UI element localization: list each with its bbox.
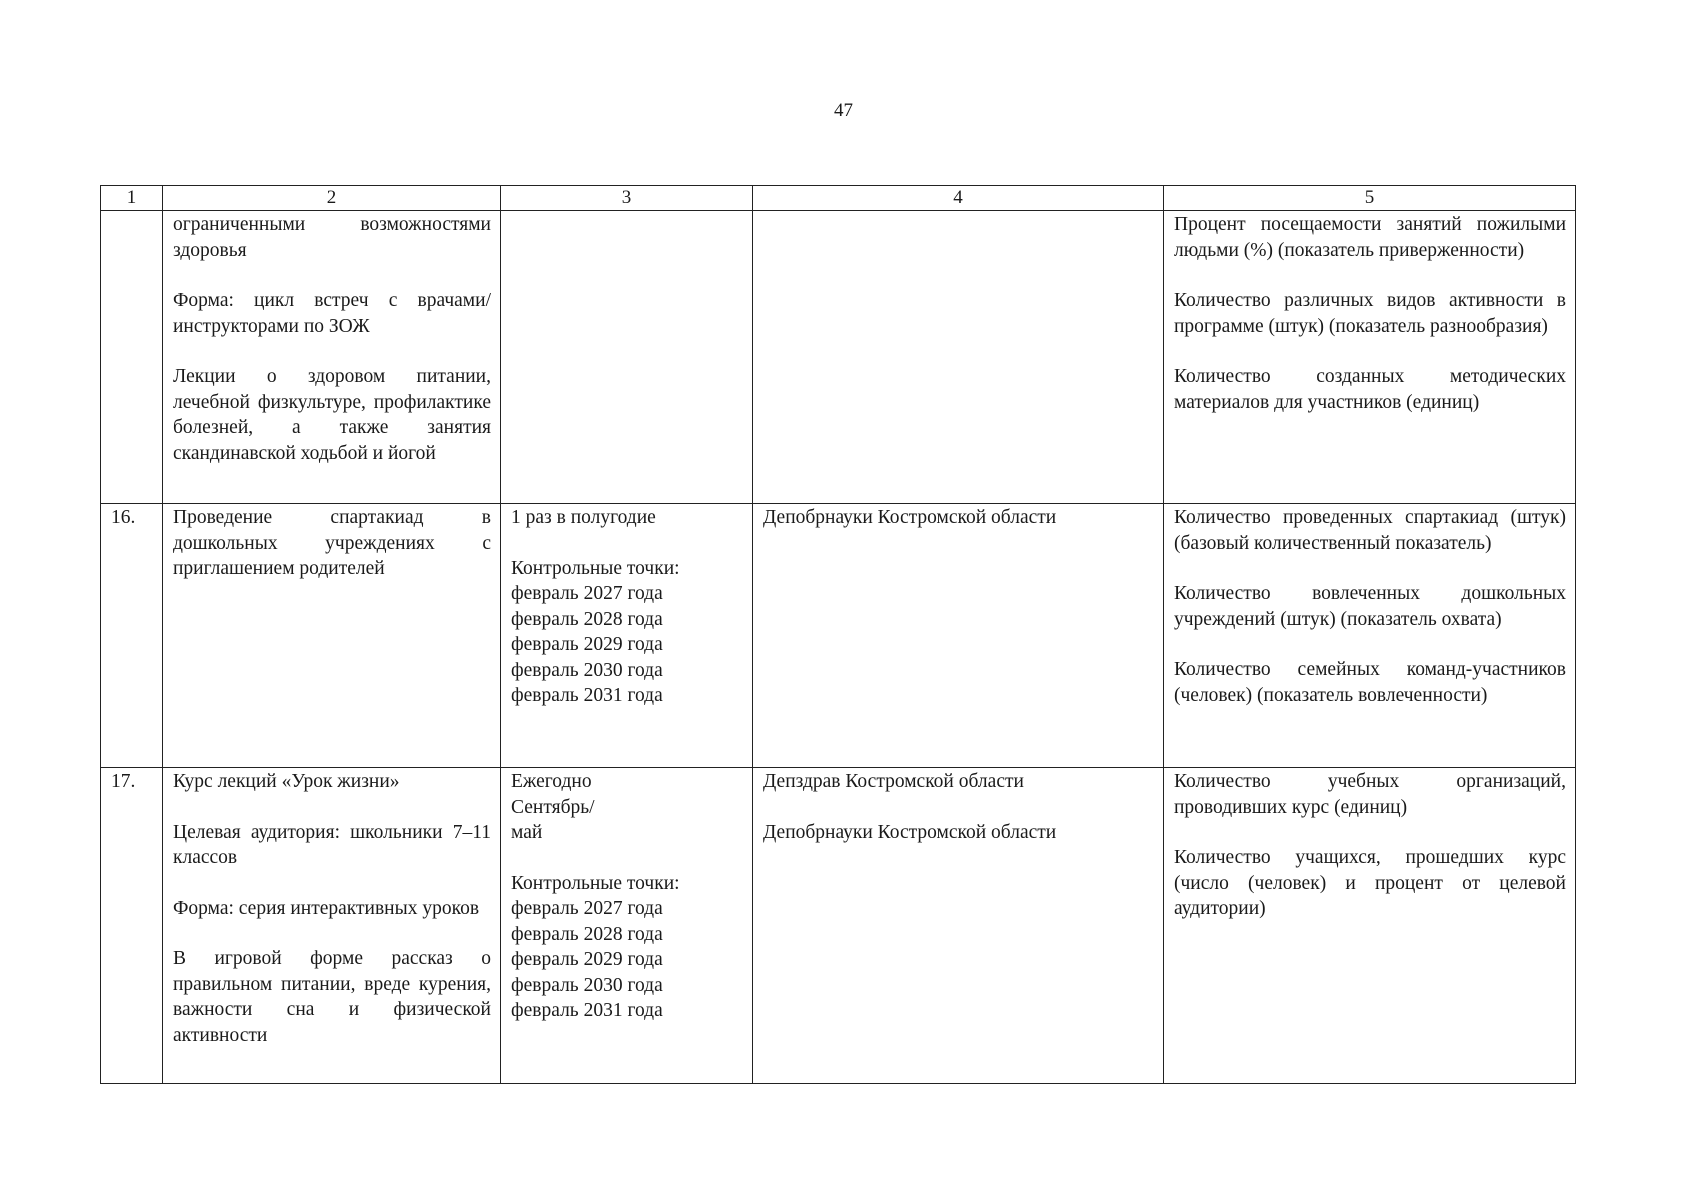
header-col-2: 2 bbox=[163, 186, 501, 211]
row-number: 17. bbox=[101, 768, 163, 1084]
schedule-months: Сентябрь/ bbox=[511, 796, 595, 818]
measures-table bbox=[100, 185, 1576, 1084]
description-text: Целевая аудитория: школьники 7–11 классов bbox=[173, 821, 491, 868]
description-text: Проведение спартакиад в дошкольных учреждениях с приглашением родителей bbox=[173, 507, 491, 579]
indicator-text: Количество проведенных спартакиад (штук) (базовый количественный показатель) bbox=[1174, 507, 1566, 554]
indicator-text: Количество учащихся, прошедших курс (число (человек) и процент от целевой аудитории) bbox=[1174, 847, 1566, 919]
control-point: февраль 2029 года bbox=[511, 949, 663, 970]
control-points-label: Контрольные точки: bbox=[511, 557, 680, 579]
header-col-4: 4 bbox=[753, 186, 1164, 211]
description-text: ограниченными возможностями здоровья bbox=[173, 214, 491, 261]
header-col-3: 3 bbox=[501, 186, 753, 211]
schedule-frequency: 1 раз в полугодие bbox=[511, 507, 656, 528]
responsible-org: Депздрав Костромской области bbox=[763, 771, 1024, 792]
responsible-cell bbox=[753, 211, 1164, 504]
header-col-5: 5 bbox=[1164, 186, 1576, 211]
table-row bbox=[101, 504, 1576, 768]
control-point: февраль 2028 года bbox=[511, 608, 663, 630]
row-number: 16. bbox=[101, 504, 163, 768]
responsible-org: Депобрнауки Костромской области bbox=[763, 821, 1057, 843]
measure-description bbox=[163, 504, 501, 768]
indicators-cell bbox=[1164, 504, 1576, 768]
row-number bbox=[101, 211, 163, 504]
control-point: февраль 2028 года bbox=[511, 923, 663, 945]
control-point: февраль 2027 года bbox=[511, 898, 663, 919]
measure-description bbox=[163, 768, 501, 1084]
control-point: февраль 2031 года bbox=[511, 1000, 663, 1021]
control-point: февраль 2030 года bbox=[511, 974, 663, 996]
table-header-row bbox=[101, 186, 1576, 211]
control-point: февраль 2027 года bbox=[511, 583, 663, 604]
schedule-cell bbox=[501, 504, 753, 768]
responsible-cell bbox=[753, 768, 1164, 1084]
indicators-cell bbox=[1164, 768, 1576, 1084]
description-text: Лекции о здоровом питании, лечебной физкультуре, профилактике болезней, а также занятия скандинавской ходьбой и йогой bbox=[173, 366, 491, 464]
indicator-text: Количество различных видов активности в программе (штук) (показатель разнообразия) bbox=[1174, 290, 1566, 337]
indicator-text: Количество учебных организаций, проводивших курс (единиц) bbox=[1174, 771, 1566, 818]
measure-description bbox=[163, 211, 501, 504]
header-col-1: 1 bbox=[101, 186, 163, 211]
schedule-frequency: Ежегодно bbox=[511, 771, 592, 792]
schedule-cell bbox=[501, 211, 753, 504]
table-row bbox=[101, 211, 1576, 504]
indicator-text: Количество созданных методических материалов для участников (единиц) bbox=[1174, 366, 1566, 413]
indicator-text: Количество семейных команд-участников (человек) (показатель вовлеченности) bbox=[1174, 659, 1566, 706]
page-number: 47 bbox=[834, 100, 853, 121]
description-text: В игровой форме рассказ о правильном питании, вреде курения, важности сна и физической активности bbox=[173, 948, 491, 1046]
control-points-label: Контрольные точки: bbox=[511, 872, 680, 894]
responsible-org: Депобрнауки Костромской области bbox=[763, 507, 1057, 528]
schedule-cell bbox=[501, 768, 753, 1084]
description-text: Форма: серия интерактивных уроков bbox=[173, 897, 480, 919]
indicator-text: Количество вовлеченных дошкольных учреждений (штук) (показатель охвата) bbox=[1174, 583, 1566, 630]
responsible-cell bbox=[753, 504, 1164, 768]
table-row bbox=[101, 768, 1576, 1084]
indicators-cell bbox=[1164, 211, 1576, 504]
control-point: февраль 2030 года bbox=[511, 659, 663, 681]
indicator-text: Процент посещаемости занятий пожилыми людьми (%) (показатель приверженности) bbox=[1174, 214, 1566, 261]
control-point: февраль 2029 года bbox=[511, 634, 663, 655]
schedule-months: май bbox=[511, 822, 543, 843]
description-text: Курс лекций «Урок жизни» bbox=[173, 771, 400, 792]
description-text: Форма: цикл встреч с врачами/инструкторами по ЗОЖ bbox=[173, 290, 491, 337]
control-point: февраль 2031 года bbox=[511, 685, 663, 706]
